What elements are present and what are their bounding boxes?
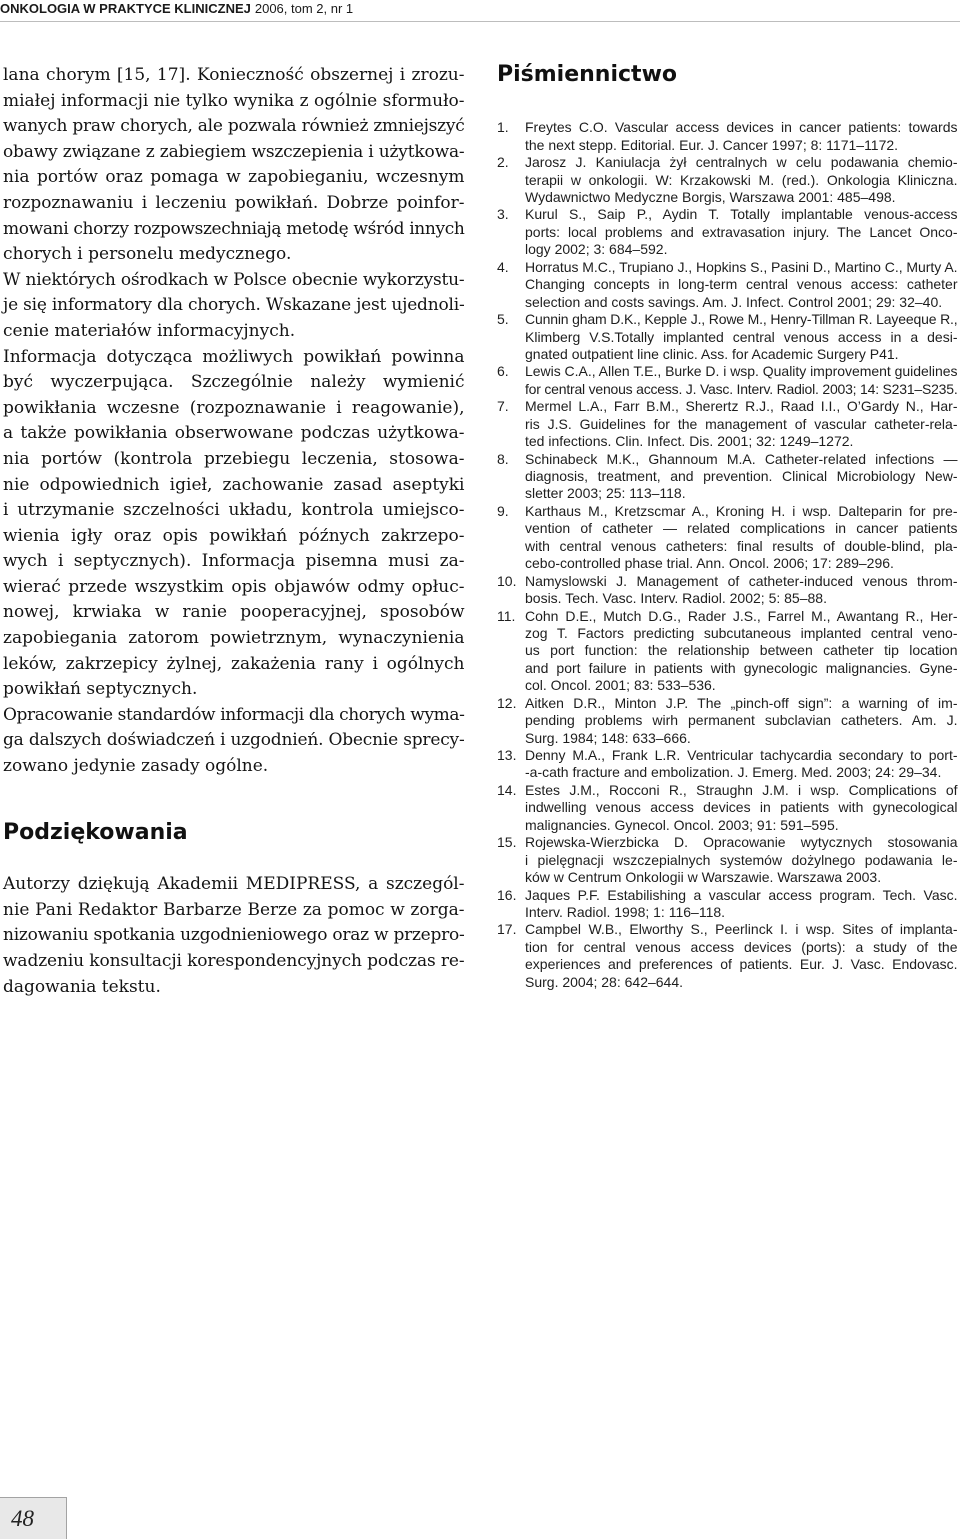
reference-item — [497, 503, 958, 573]
reference-item — [497, 154, 958, 206]
reference-text-line: Lewis C.A., Allen T.E., Burke D. i wsp. Quality improvement guidelines — [525, 363, 958, 380]
reference-text-line: Denny M.A., Frank L.R. Ventricular tachycardia secondary to port- — [525, 747, 958, 764]
body-text-line: leków, zakrzepicy żylnej, zakażenia rany i ogólnych — [3, 653, 465, 674]
reference-item — [497, 747, 958, 782]
reference-number: 3. — [497, 206, 509, 223]
reference-citation — [525, 887, 958, 922]
reference-text-line: ted infections. Clin. Infect. Dis. 2001; 32: 1249–1272. — [525, 433, 854, 450]
body-text-line: wych i septycznych). Informacja pisemna musi za- — [3, 551, 465, 572]
body-text-line: wierać przede wszystkim opis objawów odmy opłuc- — [3, 576, 465, 597]
body-text-line: cenie materiałów informacyjnych. — [3, 320, 296, 341]
header-divider — [0, 21, 960, 22]
reference-citation — [525, 119, 958, 154]
body-paragraph — [3, 703, 465, 780]
reference-text-line: Estes J.M., Rocconi R., Straughn J.M. i wsp. Complications of — [525, 781, 958, 798]
body-text-line: nia portów (kontrola przebiegu leczenia, stosowa- — [3, 448, 465, 469]
reference-text-line: i pielęgnacji wszczepialnych systemów dożylnego podawania le- — [525, 851, 958, 868]
reference-citation — [525, 363, 958, 398]
reference-item — [497, 921, 958, 991]
reference-number: 14. — [497, 781, 517, 798]
reference-number: 15. — [497, 834, 517, 851]
reference-text-line: Kurul S., Saip P., Aydin T. Totally implantable venous-access — [525, 206, 958, 223]
acknowledgements-text-line: dagowania tekstu. — [3, 976, 161, 997]
reference-text-line: indwelling venous access devices in patients with gynecological — [525, 799, 958, 816]
reference-text-line: malignancies. Gynecol. Oncol. 2003; 91: 591–595. — [525, 816, 839, 833]
reference-citation — [525, 573, 958, 608]
references-heading: Piśmiennictwo — [497, 62, 678, 87]
reference-text-line: and port failure in patients with gynecologic malignancies. Gyne- — [525, 659, 958, 676]
body-text-line: chorych i personelu medycznego. — [3, 244, 292, 265]
body-text-line: lana chorym [15, 17]. Konieczność obszernej i zrozu- — [3, 65, 465, 85]
body-text-line: Informacja dotycząca możliwych powikłań powinna — [3, 346, 465, 367]
reference-text-line: col. Oncol. 2001; 83: 533–536. — [525, 677, 716, 694]
reference-text-line: Jaques P.F. Estabilishing a vascular access program. Tech. Vasc. — [525, 886, 958, 903]
page-number-box — [0, 1497, 67, 1539]
body-text-line: zapobiegania zatorom powietrznym, wynaczynienia — [3, 628, 465, 649]
page-number: 48 — [11, 1506, 34, 1531]
reference-text-line: Freytes C.O. Vascular access devices in cancer patients: towards — [525, 119, 958, 136]
reference-text-line: terapii w onkologii. W: Krzakowski M. (red.). Onkologia Kliniczna. — [525, 171, 958, 188]
acknowledgements-text-line: nizowaniu spotkania uzgodnieniowego oraz w przepro- — [3, 925, 465, 946]
reference-citation — [525, 206, 958, 258]
reference-text-line: -a-cath fracture and embolization. J. Emerg. Med. 2003; 24: 29–34. — [525, 764, 942, 781]
reference-item — [497, 363, 958, 398]
reference-number: 7. — [497, 398, 509, 415]
body-text-line: mowani chorzy rozpowszechniają metodę wśród innych — [3, 218, 465, 239]
reference-number: 6. — [497, 363, 509, 380]
body-paragraph — [3, 63, 465, 268]
reference-text-line: for central venous access. J. Vasc. Interv. Radiol. 2003; 14: S231–S235. — [525, 380, 958, 397]
reference-text-line: Wydawnictwo Medyczne Borgis, Warszawa 2001: 485–498. — [525, 189, 896, 206]
reference-text-line: experiences and preferences of patients. Eur. J. Vasc. Endovasc. — [525, 956, 958, 973]
body-paragraph — [3, 268, 465, 345]
reference-number: 13. — [497, 747, 517, 764]
reference-text-line: ris J.S. Guidelines for the management of vascular catheter-rela- — [525, 415, 958, 432]
reference-citation — [525, 398, 958, 450]
body-text-line: ga dalszych doświadczeń i uzgodnień. Obecnie sprecy- — [3, 730, 465, 751]
reference-text-line: Surg. 1984; 148: 633–666. — [525, 729, 691, 746]
body-text-line: być wyczerpująca. Szczególnie należy wymienić — [3, 372, 465, 393]
reference-text-line: bosis. Tech. Vasc. Interv. Radiol. 2002; 5: 85–88. — [525, 590, 827, 607]
reference-citation — [525, 259, 958, 311]
reference-text-line: selection and costs savings. Am. J. Infect. Control 2001; 29: 32–40. — [525, 293, 943, 310]
reference-text-line: Interv. Radiol. 1998; 1: 116–118. — [525, 903, 726, 920]
body-text-line: powikłań septycznych. — [3, 679, 198, 700]
reference-text-line: Surg. 2004; 28: 642–644. — [525, 973, 684, 990]
body-text-line: powikłania wczesne (rozpoznawanie i reagowanie), — [3, 397, 465, 418]
reference-number: 1. — [497, 119, 509, 136]
article-body-text — [3, 63, 465, 780]
reference-item — [497, 206, 958, 258]
reference-citation — [525, 834, 958, 886]
body-text-line: i utrzymanie szczelności układu, kontrola umiejsco- — [3, 500, 465, 521]
reference-citation — [525, 154, 958, 206]
reference-text-line: gnated outpatient line clinic. Ass. for Academic Surgery P41. — [525, 345, 899, 362]
body-text-line: miałej informacji nie tylko wynika z ogólnie sformuło- — [3, 90, 465, 111]
body-text-line: nie odpowiednich igieł, zachowanie zasad aseptyki — [3, 474, 465, 495]
reference-citation — [525, 782, 958, 834]
body-text-line: obawy związane z zabiegiem wszczepienia i użytkowa- — [3, 141, 465, 162]
reference-text-line: Aitken D.R., Minton J.P. The „pinch-off sign”: a warning of im- — [525, 694, 958, 711]
reference-item — [497, 608, 958, 695]
journal-title: ONKOLOGIA W PRAKTYCE KLINICZNEJ — [0, 1, 251, 16]
reference-text-line: Campbel W.B., Elworthy S., Peerlinck I. i wsp. Sites of implanta- — [525, 921, 958, 938]
body-text-line: a także powikłania obserwowane podczas użytkowa- — [3, 423, 465, 444]
reference-text-line: the next stepp. Editorial. Eur. J. Cancer 1997; 8: 1171–1172. — [525, 136, 899, 153]
reference-item — [497, 398, 958, 450]
reference-text-line: cebo-controlled phase trial. Ann. Oncol. 2006; 17: 289–296. — [525, 555, 894, 572]
reference-citation — [525, 451, 958, 503]
reference-number: 5. — [497, 311, 509, 328]
reference-citation — [525, 608, 958, 695]
body-text-line: nowej, krwiaka w ranie pooperacyjnej, sposobów — [3, 602, 465, 623]
reference-text-line: ków w Centrum Onkologii w Warszawie. Warszawa 2003. — [525, 869, 882, 886]
reference-text-line: diagnosis, treatment, and prevention. Clinical Microbiology New- — [525, 468, 958, 485]
reference-text-line: Horratus M.C., Trupiano J., Hopkins S., Pasini D., Martino C., Murty A. — [525, 258, 958, 275]
acknowledgements-text-line: nie Pani Redaktor Barbarze Berze za pomoc w zorga- — [3, 899, 465, 920]
reference-item — [497, 311, 958, 363]
reference-citation — [525, 695, 958, 747]
reference-citation — [525, 311, 958, 363]
acknowledgements-paragraph — [3, 872, 465, 1000]
reference-text-line: Changing concepts in long-term central venous access: catheter — [525, 276, 958, 293]
reference-text-line: zog T. Factors predicting subcutaneous implanted central veno- — [525, 624, 958, 641]
acknowledgements-text-line: wadzeniu konsultacji korespondencyjnych podczas re- — [3, 950, 465, 971]
reference-text-line: logy 2002; 3: 684–592. — [525, 241, 668, 258]
reference-item — [497, 259, 958, 311]
reference-text-line: ports: local problems and extravasation injury. The Lancet Onco- — [525, 223, 958, 240]
reference-text-line: with central venous catheters: final results of double-blind, pla- — [525, 537, 958, 554]
reference-number: 17. — [497, 921, 517, 938]
reference-list — [497, 119, 958, 991]
reference-text-line: tion for central venous access devices (ports): a study of the — [525, 938, 958, 955]
reference-text-line: Namyslowski J. Management of catheter-induced venous throm- — [525, 572, 958, 589]
reference-text-line: Jarosz J. Kaniulacja żył centralnych w celu podawania chemio- — [525, 154, 958, 171]
reference-text-line: Klimberg V.S.Totally implanted central venous access in a desi- — [525, 328, 958, 345]
acknowledgements-heading: Podziękowania — [3, 820, 188, 845]
reference-item — [497, 887, 958, 922]
reference-text-line: pending problems wirh permanent subclavian catheters. Am. J. — [525, 712, 958, 729]
reference-text-line: Rojewska-Wierzbicka D. Opracowanie wytycznych stosowania — [525, 834, 958, 851]
reference-text-line: us port function: the relationship between catheter tip location — [525, 642, 958, 659]
body-text-line: wienia igły oraz opis powikłań późnych zakrzepo- — [3, 525, 465, 546]
reference-number: 10. — [497, 572, 517, 589]
reference-number: 9. — [497, 502, 509, 519]
body-text-line: nia portów oraz pomaga w zapobieganiu, wczesnym — [3, 167, 465, 188]
reference-text-line: Cunnin gham D.K., Kepple J., Rowe M., Henry-Tillman R. Layeeque R., — [525, 311, 958, 328]
reference-item — [497, 834, 958, 886]
body-text-line: zowano jedynie zasady ogólne. — [3, 756, 269, 777]
reference-text-line: Karthaus M., Kretzscmar A., Kroning H. i wsp. Dalteparin for pre- — [525, 502, 958, 519]
running-header — [0, 1, 353, 17]
body-text-line: W niektórych ośrodkach w Polsce obecnie wykorzystu- — [3, 269, 465, 290]
reference-citation — [525, 921, 958, 991]
reference-item — [497, 695, 958, 747]
reference-text-line: vention of catheter — related complications in cancer patients — [525, 520, 958, 537]
reference-item — [497, 573, 958, 608]
reference-item — [497, 782, 958, 834]
reference-citation — [525, 503, 958, 573]
issue-info: 2006, tom 2, nr 1 — [254, 1, 354, 16]
reference-number: 12. — [497, 694, 517, 711]
reference-text-line: Cohn D.E., Mutch D.G., Rader J.S., Farrel M., Awantang R., Her- — [525, 607, 958, 624]
body-text-line: rozpoznawaniu i leczeniu powikłań. Dobrze poinfor- — [3, 192, 465, 213]
body-text-line: wanych praw chorych, ale pozwala również zmniejszyć — [3, 116, 465, 137]
body-text-line: Opracowanie standardów informacji dla chorych wyma- — [3, 704, 465, 725]
reference-text-line: Schinabeck M.K., Ghannoum M.A. Catheter-related infections — — [525, 450, 958, 467]
reference-text-line: Mermel L.A., Farr B.M., Sherertz R.J., Raad I.I., O’Gardy N., Har- — [525, 398, 958, 415]
reference-number: 4. — [497, 258, 509, 275]
reference-item — [497, 119, 958, 154]
reference-number: 2. — [497, 154, 509, 171]
body-text-line: je się informatory dla chorych. Wskazane jest ujednoli- — [3, 295, 465, 316]
reference-number: 8. — [497, 450, 509, 467]
reference-number: 16. — [497, 886, 517, 903]
body-paragraph — [3, 345, 465, 703]
reference-item — [497, 451, 958, 503]
reference-citation — [525, 747, 958, 782]
acknowledgements-text-line: Autorzy dziękują Akademii MEDIPRESS, a szczegól- — [3, 874, 465, 895]
reference-number: 11. — [497, 607, 516, 624]
reference-text-line: sletter 2003; 25: 113–118. — [525, 485, 686, 502]
